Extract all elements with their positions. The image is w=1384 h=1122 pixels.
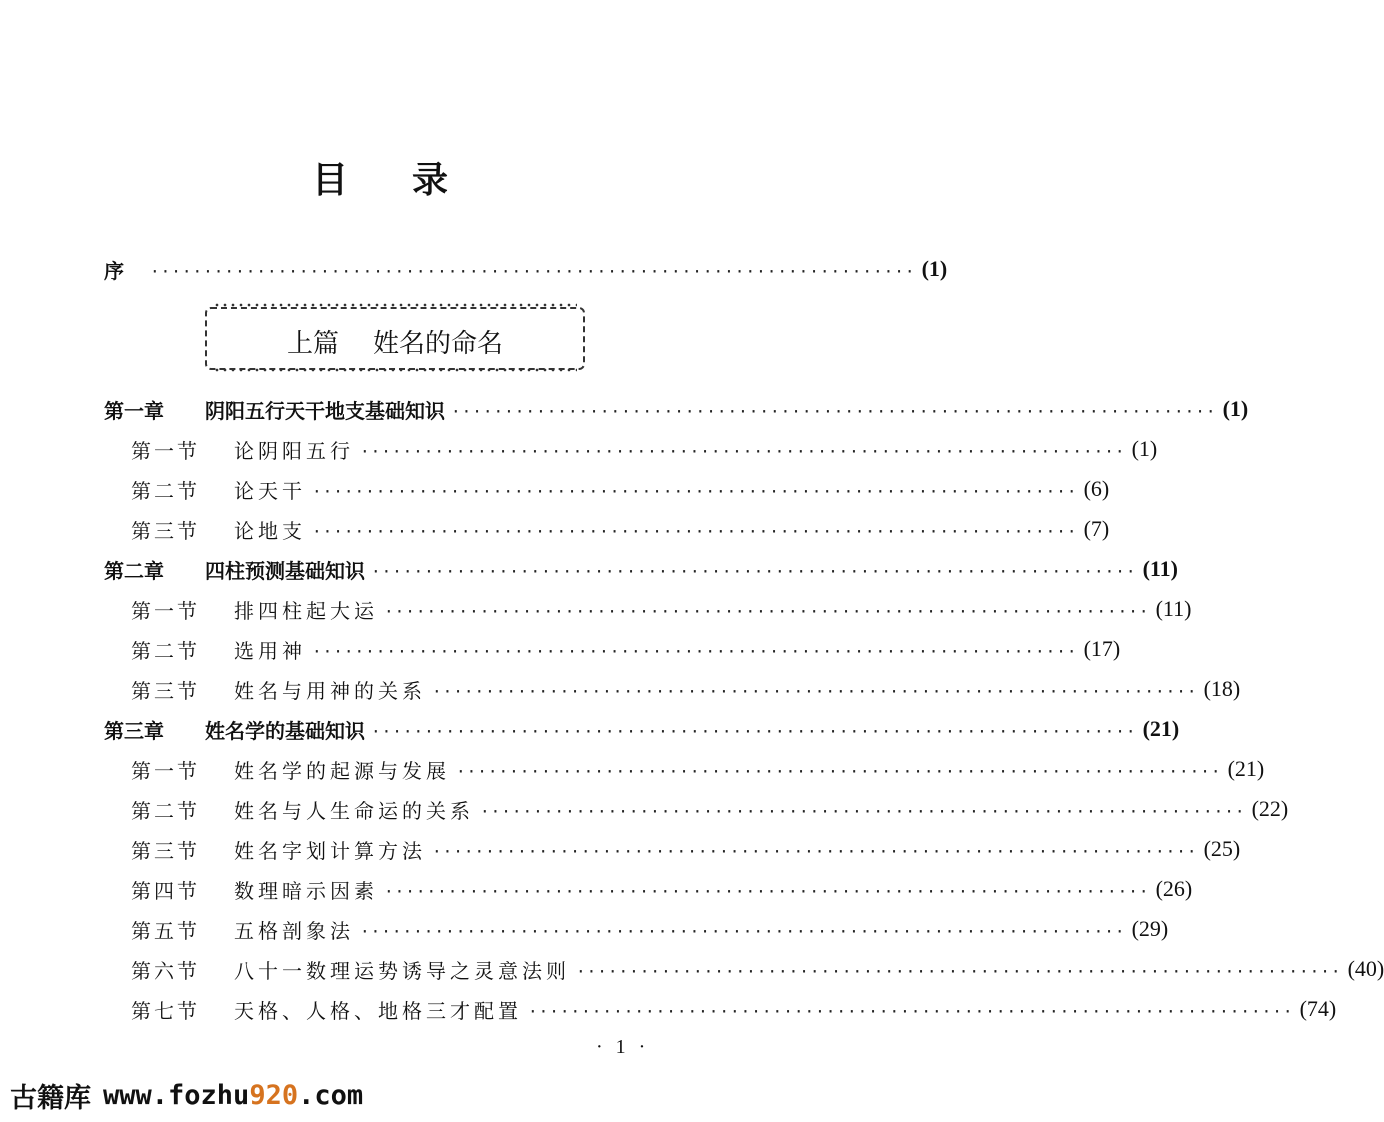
toc-section[interactable]: [131, 631, 1121, 667]
toc-entry-page: (11): [1142, 556, 1179, 581]
section-title: 八十一数理运势诱导之灵意法则: [234, 958, 570, 983]
section-title: 姓名与人生命运的关系: [234, 798, 474, 823]
leader-dots: ········································································: [312, 641, 1078, 661]
toc-entry-page: (29): [1131, 916, 1169, 941]
toc-entry-page: (26): [1155, 876, 1193, 901]
toc-chapter[interactable]: [104, 391, 1249, 427]
title-char-2: 录: [412, 160, 451, 201]
section-title: 数理暗示因素: [234, 878, 378, 903]
toc-entry-page: (18): [1203, 676, 1241, 701]
section-number: 第三节: [131, 838, 200, 863]
toc-section-label: [131, 595, 378, 624]
section-title: 姓名字划计算方法: [234, 838, 426, 863]
toc-section-label: [131, 475, 306, 504]
toc-section-label: [131, 435, 354, 464]
watermark-brand: 古籍库: [10, 1082, 91, 1114]
leader-dots: ········································································: [384, 601, 1150, 621]
toc-entry-page: (1): [921, 256, 948, 281]
toc-section[interactable]: [131, 991, 1337, 1027]
section-number: 第五节: [131, 918, 200, 943]
section-number: 第一节: [131, 438, 200, 463]
leader-dots: ········································································: [312, 521, 1078, 541]
section-number: 第六节: [131, 958, 200, 983]
toc-section[interactable]: [131, 431, 1158, 467]
part-name: 上篇: [286, 329, 339, 359]
chapter-number: 第一章: [104, 398, 164, 423]
section-title: 论天干: [234, 478, 306, 503]
section-title: 论阴阳五行: [234, 438, 354, 463]
toc-section[interactable]: [131, 671, 1241, 707]
section-number: 第一节: [131, 758, 200, 783]
leader-dots: ········································································: [150, 261, 916, 281]
leader-dots: ········································································: [456, 761, 1222, 781]
toc-chapter[interactable]: [104, 711, 1180, 747]
toc-section-label: [131, 755, 450, 784]
leader-dots: ········································································: [432, 681, 1198, 701]
toc-section-label: [131, 635, 306, 664]
leader-dots: ········································································: [371, 561, 1137, 581]
section-number: 第二节: [131, 638, 200, 663]
watermark-site-suffix: .com: [298, 1079, 364, 1111]
toc-entry-page: (6): [1083, 476, 1110, 501]
toc-section[interactable]: [131, 791, 1289, 827]
toc-section-label: [131, 955, 570, 984]
section-title: 天格、人格、地格三才配置: [234, 998, 522, 1023]
section-number: 第三节: [131, 678, 200, 703]
leader-dots: ········································································: [576, 961, 1342, 981]
leader-dots: ········································································: [384, 881, 1150, 901]
toc-section-label: [131, 675, 426, 704]
section-title: 论地支: [234, 518, 306, 543]
toc-section[interactable]: [131, 471, 1110, 507]
leader-dots: ········································································: [451, 401, 1217, 421]
leader-dots: ········································································: [371, 721, 1137, 741]
toc-section-label: [131, 795, 474, 824]
part-title-text: 姓名的命名: [373, 329, 504, 359]
section-number: 第三节: [131, 518, 200, 543]
section-title: 排四柱起大运: [234, 598, 378, 623]
toc-chapter-label: [104, 715, 365, 744]
section-number: 第七节: [131, 998, 200, 1023]
chapter-number: 第三章: [104, 718, 164, 743]
chapter-title: 阴阳五行天干地支基础知识: [205, 398, 445, 423]
toc-entry-page: (1): [1131, 436, 1158, 461]
toc-section[interactable]: [131, 871, 1193, 907]
chapter-title: 四柱预测基础知识: [205, 558, 365, 583]
section-number: 第二节: [131, 478, 200, 503]
toc-entry-page: (40): [1347, 956, 1384, 981]
toc-section[interactable]: [131, 511, 1110, 547]
chapter-number: 第二章: [104, 558, 164, 583]
part-heading-box: [205, 307, 585, 370]
leader-dots: ········································································: [312, 481, 1078, 501]
toc-section[interactable]: [131, 591, 1192, 627]
page-title: [0, 152, 762, 203]
page-number: · 1 ·: [596, 1036, 650, 1058]
toc-section-label: [131, 915, 354, 944]
toc-section-label: [131, 515, 306, 544]
toc-section[interactable]: [131, 751, 1265, 787]
watermark-site-prefix: www.fozhu: [103, 1079, 250, 1111]
watermark-site-accent: 920: [249, 1079, 299, 1111]
toc-chapter-label: [104, 395, 445, 424]
toc-section-label: [131, 995, 522, 1024]
toc-section-label: [131, 835, 426, 864]
section-title: 选用神: [234, 638, 306, 663]
toc-chapter-label: [104, 555, 365, 584]
section-number: 第四节: [131, 878, 200, 903]
toc-chapter[interactable]: [104, 551, 1179, 587]
toc-entry-page: (25): [1203, 836, 1241, 861]
toc-entry-preface[interactable]: [104, 251, 948, 287]
watermark: [10, 1075, 363, 1115]
part-heading: [207, 323, 583, 360]
toc-entry-page: (7): [1083, 516, 1110, 541]
toc-section[interactable]: [131, 831, 1241, 867]
toc-entry-page: (21): [1142, 716, 1180, 741]
section-number: 第二节: [131, 798, 200, 823]
toc-entry-page: (1): [1222, 396, 1249, 421]
toc-section[interactable]: [131, 911, 1169, 947]
watermark-site: [103, 1080, 363, 1111]
toc-section-label: [131, 875, 378, 904]
leader-dots: ········································································: [432, 841, 1198, 861]
title-char-1: 目: [311, 160, 350, 201]
section-title: 姓名与用神的关系: [234, 678, 426, 703]
leader-dots: ········································································: [360, 921, 1126, 941]
toc-entry-page: (11): [1155, 596, 1192, 621]
toc-entry-title: 序: [104, 258, 124, 283]
leader-dots: ········································································: [480, 801, 1246, 821]
toc-entry-page: (21): [1227, 756, 1265, 781]
toc-section[interactable]: [131, 951, 1384, 987]
leader-dots: ········································································: [528, 1001, 1294, 1021]
toc-entry-page: (17): [1083, 636, 1121, 661]
section-title: 姓名学的起源与发展: [234, 758, 450, 783]
section-number: 第一节: [131, 598, 200, 623]
toc-entry-page: (74): [1299, 996, 1337, 1021]
chapter-title: 姓名学的基础知识: [205, 718, 365, 743]
leader-dots: ········································································: [360, 441, 1126, 461]
toc-entry-page: (22): [1251, 796, 1289, 821]
section-title: 五格剖象法: [234, 918, 354, 943]
